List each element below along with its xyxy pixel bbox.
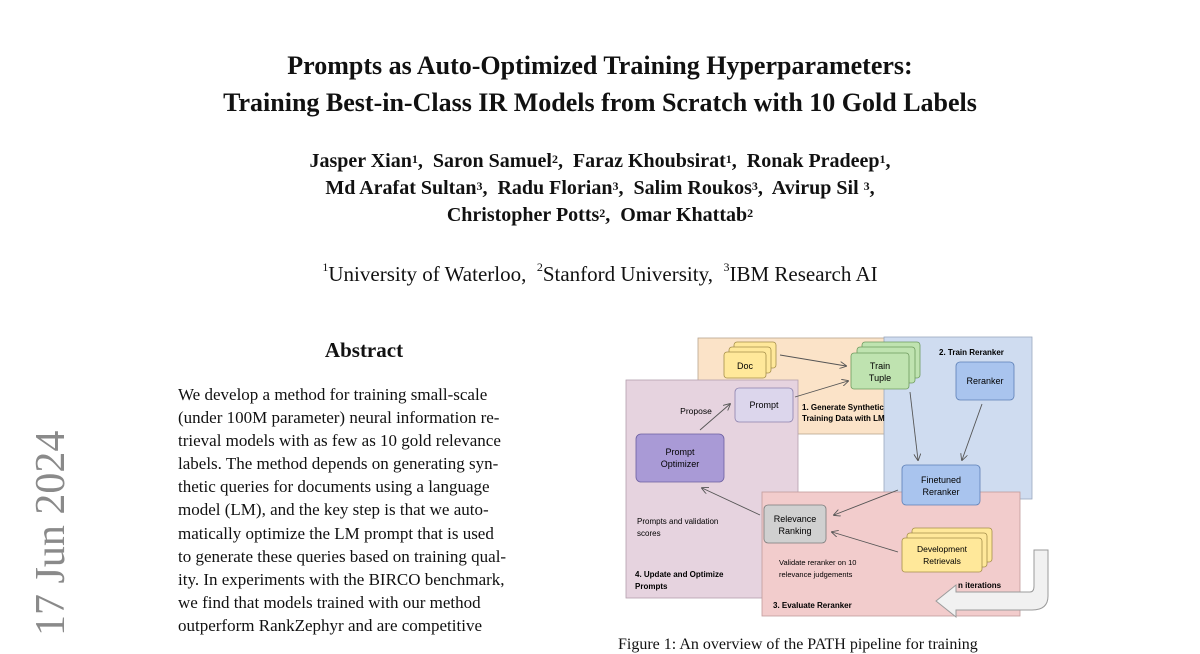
author-affiliation-mark: 3 — [863, 179, 870, 193]
abstract-line: we find that models trained with our method — [178, 592, 481, 612]
scores-label: Prompts and validation — [637, 517, 719, 526]
dev-label: Retrievals — [923, 556, 961, 566]
author-affiliation-mark: 1 — [725, 152, 732, 166]
author-name: Jasper Xian — [309, 150, 412, 172]
affiliation-name: IBM Research AI — [729, 262, 878, 286]
author-affiliation-mark: 3 — [476, 179, 483, 193]
step1-label: 1. Generate Synthetic — [802, 403, 884, 412]
abstract-line: to generate these queries based on training qual- — [178, 546, 507, 566]
step1-label: Training Data with LM — [802, 414, 885, 423]
relevance-label: Ranking — [778, 526, 812, 536]
step3-label: 3. Evaluate Reranker — [773, 601, 852, 610]
pipeline-figure — [620, 332, 1060, 624]
prompt-label: Prompt — [749, 400, 779, 410]
abstract-line: We develop a method for training small-scale — [178, 385, 488, 404]
author-name: Saron Samuel — [432, 150, 552, 172]
affiliation-mark: 2 — [536, 260, 543, 274]
author-affiliation-mark: 1 — [879, 152, 886, 166]
affiliation-name: University of Waterloo — [328, 262, 522, 286]
author-name: Salim Roukos — [633, 177, 752, 199]
train-tuple-label: Tuple — [868, 373, 892, 383]
figure-caption: Figure 1: An overview of the PATH pipeline for training — [618, 636, 978, 653]
affiliations: $^1$University of Waterloo, $^2$Stanford University, $^3$IBM Research AI — [322, 260, 878, 286]
arxiv-date-stamp — [26, 430, 76, 636]
train-tuple-box — [851, 353, 909, 389]
author-affiliation-mark: 1 — [411, 152, 418, 166]
author-name: Christopher Potts — [446, 204, 600, 226]
author-affiliation-mark: 3 — [612, 179, 619, 193]
relevance-ranking-box — [764, 505, 826, 543]
abstract-line: trieval models with as few as 10 gold relevance — [178, 431, 501, 451]
affiliation-mark: 1 — [322, 260, 329, 274]
affiliation-mark: 3 — [723, 260, 730, 274]
finetuned-label: Finetuned — [920, 475, 962, 485]
abstract-heading: Abstract — [324, 338, 404, 362]
author-affiliation-mark: 2 — [747, 206, 754, 220]
author-affiliation-mark: 3 — [751, 179, 758, 193]
validate-label: Validate reranker on 10 — [779, 558, 857, 567]
author-name: Avirup Sil — [771, 177, 859, 199]
relevance-label: Relevance — [773, 514, 817, 524]
abstract-body — [178, 383, 551, 637]
finetuned-label: Reranker — [922, 487, 960, 497]
author-line-2: Md Arafat Sultan$^3$, Radu Florian$^3$, Salim Roukos$^3$, Avirup Sil $^3$, — [325, 177, 875, 199]
author-name: Ronak Pradeep — [746, 150, 880, 172]
n-iterations-label: n iterations — [958, 581, 1002, 590]
author-name: Omar Khattab — [620, 204, 748, 226]
abstract-line: thetic queries for documents using a language — [178, 477, 490, 497]
step2-label: 2. Train Reranker — [939, 348, 1004, 357]
validate-label: relevance judgements — [779, 570, 853, 579]
step4-label: Prompts — [635, 582, 668, 591]
paper-title-line-2: Training Best-in-Class IR Models from Scratch with 10 Gold Labels — [223, 88, 977, 117]
author-name: Md Arafat Sultan — [325, 177, 477, 199]
dev-label: Development — [916, 544, 968, 554]
finetuned-reranker-box — [902, 465, 980, 505]
author-name: Radu Florian — [497, 177, 613, 199]
author-name: Faraz Khoubsirat — [572, 150, 726, 172]
doc-label: Doc — [736, 361, 754, 371]
abstract-line: ity. In experiments with the BIRCO benchmark, — [178, 569, 505, 589]
paper-title-line-1: Prompts as Auto-Optimized Training Hyperparameters: — [287, 51, 913, 80]
propose-label: Propose — [680, 406, 712, 416]
affiliation-name: Stanford University — [542, 262, 708, 286]
abstract-line: outperform RankZephyr and are competitive — [178, 615, 482, 635]
abstract-line: matically optimize the LM prompt that is used — [178, 523, 494, 543]
scores-label: scores — [637, 529, 661, 538]
optimizer-label: Optimizer — [660, 459, 700, 469]
author-line-1: Jasper Xian$^1$, Saron Samuel$^2$, Faraz Khoubsirat$^1$, Ronak Pradeep$^1$, — [309, 150, 891, 172]
reranker-label: Reranker — [966, 376, 1004, 386]
author-affiliation-mark: 2 — [551, 152, 558, 166]
author-affiliation-mark: 2 — [599, 206, 606, 220]
optimizer-label: Prompt — [665, 447, 695, 457]
step4-label: 4. Update and Optimize — [635, 570, 724, 579]
author-line-3: Christopher Potts$^2$, Omar Khattab$^2$ — [446, 204, 754, 226]
abstract-line: model (LM), and the key step is that we auto- — [178, 500, 489, 520]
abstract-line: labels. The method depends on generating syn- — [178, 454, 499, 474]
prompt-optimizer-box — [636, 434, 724, 482]
train-tuple-label: Train — [869, 361, 891, 371]
arxiv-date-text: 17 Jun 2024 — [28, 430, 74, 636]
abstract-line: (under 100M parameter) neural information re- — [178, 408, 500, 428]
